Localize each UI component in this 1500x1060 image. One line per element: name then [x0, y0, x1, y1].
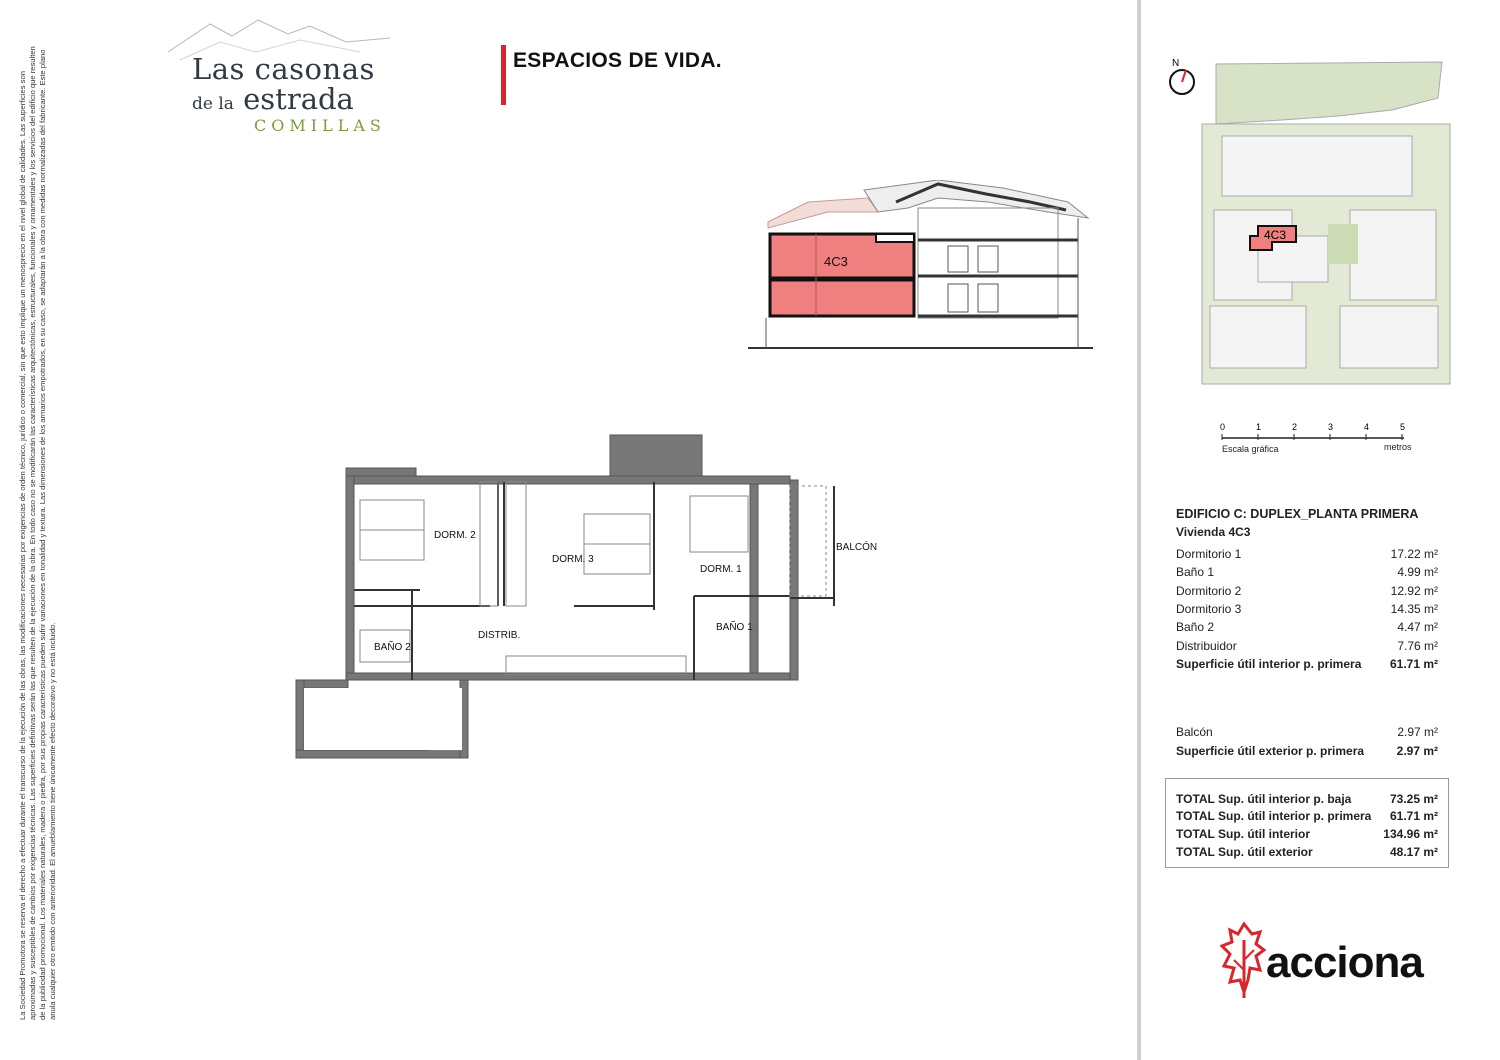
- surface-row-label: Dormitorio 1: [1176, 547, 1242, 562]
- logo-line-1: Las casonas: [192, 52, 375, 86]
- scale-bar-graphic: [1216, 420, 1436, 444]
- logo-line-2-main: estrada: [243, 82, 354, 116]
- surface-row-label: Dormitorio 2: [1176, 583, 1242, 598]
- section-unit-label: 4C3: [824, 254, 848, 269]
- room-label-dorm2: DORM. 2: [434, 530, 476, 541]
- surface-row-value: 2.97 m²: [1397, 725, 1438, 740]
- surface-row-label: Baño 1: [1176, 565, 1215, 580]
- acciona-leaf-icon: [1220, 920, 1266, 1000]
- totals-row-label: TOTAL Sup. útil interior: [1176, 826, 1310, 841]
- room-label-dorm1: DORM. 1: [700, 564, 742, 575]
- totals-row-value: 61.71 m²: [1389, 809, 1438, 824]
- totals-row: [1166, 790, 1448, 808]
- building-heading: EDIFICIO C: DUPLEX_PLANTA PRIMERA: [1176, 507, 1419, 521]
- totals-box: [1165, 778, 1449, 868]
- room-label-bano1: BAÑO 1: [716, 622, 753, 633]
- exterior-total-row: [1176, 741, 1438, 759]
- logo-line-2-small: de la: [192, 94, 234, 114]
- logo-line-3: COMILLAS: [254, 116, 386, 135]
- totals-row-value: 73.25 m²: [1389, 791, 1438, 806]
- project-logo: [160, 12, 408, 138]
- scale-label: Escala gráfica: [1222, 444, 1279, 454]
- scale-tick-4: 4: [1364, 422, 1370, 432]
- surface-row: [1176, 618, 1438, 636]
- totals-row-value: 48.17 m²: [1389, 844, 1438, 859]
- surface-row-label: Baño 2: [1176, 620, 1215, 635]
- surface-row-value: 12.92 m²: [1390, 583, 1438, 598]
- scale-tick-5: 5: [1400, 422, 1406, 432]
- totals-row: [1166, 843, 1448, 861]
- scale-tick-3: 3: [1328, 422, 1334, 432]
- acciona-logo: [1220, 920, 1430, 1000]
- surface-row-value: 4.47 m²: [1397, 620, 1438, 635]
- exterior-total-label: Superficie útil exterior p. primera: [1176, 743, 1365, 758]
- room-label-bano2: BAÑO 2: [374, 642, 411, 653]
- floor-plan: [290, 430, 890, 770]
- surface-row: [1176, 723, 1438, 741]
- room-label-balcon: BALCÓN: [836, 542, 878, 553]
- totals-row-label: TOTAL Sup. útil interior p. primera: [1176, 809, 1372, 824]
- scale-tick-1: 1: [1256, 422, 1262, 432]
- surface-row: [1176, 582, 1438, 600]
- acciona-wordmark: acciona: [1266, 938, 1423, 987]
- surface-row: [1176, 545, 1438, 563]
- logo-line-2: [192, 82, 354, 116]
- surface-row-value: 17.22 m²: [1390, 547, 1438, 562]
- scale-bar: [1216, 420, 1436, 460]
- interior-total-row: [1176, 655, 1438, 673]
- scale-tick-0: 0: [1220, 422, 1226, 432]
- legal-disclaimer: La Sociedad Promotora se reserva el derecho a efectuar durante el transcurso de la ejecución de las obras, las modificaciones necesarias por exigencias de orden técnico, jurídico o comercial, sin que esto implique un menosprecio en el nivel global de calidades. Las superficies son aproximadas y susceptibles de cambios por exigencias técnicas. Las superficies definitivas serán las que resulten de la ejecución de la obra. En todo caso no se modificarán las características arquitectónicas, estructurales, funcionales y ornamentales y los servicios del edificio que resulten de la publicidad promocional. Los materiales naturales, madera o piedra, por sus propias características pueden sufrir variaciones en tonalidad y textura. Las dimensiones de los armarios empotrados, en su caso, se adaptarán a la obra con medidas normalizadas del fabricante. Este plano anula cualquier otro emitido con anterioridad. El amueblamiento tiene únicamente efecto decorativo y no está incluido.: [18, 46, 57, 1020]
- totals-row-label: TOTAL Sup. útil interior p. baja: [1176, 791, 1352, 806]
- site-plan: [1162, 50, 1462, 385]
- surface-row: [1176, 600, 1438, 618]
- unit-heading: Vivienda 4C3: [1176, 525, 1251, 539]
- scale-unit: metros: [1384, 442, 1412, 452]
- building-section: [748, 180, 1093, 352]
- surface-row-label: Balcón: [1176, 725, 1213, 740]
- title-accent-bar: [501, 45, 506, 105]
- surface-row: [1176, 563, 1438, 581]
- exterior-total-value: 2.97 m²: [1396, 743, 1438, 758]
- room-label-dorm3: DORM. 3: [552, 554, 594, 565]
- interior-total-label: Superficie útil interior p. primera: [1176, 656, 1362, 671]
- surface-row: [1176, 636, 1438, 654]
- scale-tick-2: 2: [1292, 422, 1298, 432]
- surface-row-label: Dormitorio 3: [1176, 602, 1242, 617]
- totals-row: [1166, 825, 1448, 843]
- interior-total-value: 61.71 m²: [1389, 656, 1438, 671]
- surface-row-value: 4.99 m²: [1397, 565, 1438, 580]
- surface-row-label: Distribuidor: [1176, 638, 1237, 653]
- section-unit-lower: [770, 280, 914, 316]
- site-unit-label: 4C3: [1264, 228, 1287, 242]
- page-title: ESPACIOS DE VIDA.: [513, 49, 722, 72]
- column-divider: [1137, 0, 1141, 1060]
- room-label-distrib: DISTRIB.: [478, 630, 521, 641]
- totals-row-label: TOTAL Sup. útil exterior: [1176, 844, 1313, 859]
- totals-row: [1166, 808, 1448, 826]
- surface-row-value: 14.35 m²: [1390, 602, 1438, 617]
- surface-table: [1176, 507, 1438, 760]
- surface-row-value: 7.76 m²: [1397, 638, 1438, 653]
- north-label: N: [1172, 58, 1180, 69]
- totals-row-value: 134.96 m²: [1383, 826, 1438, 841]
